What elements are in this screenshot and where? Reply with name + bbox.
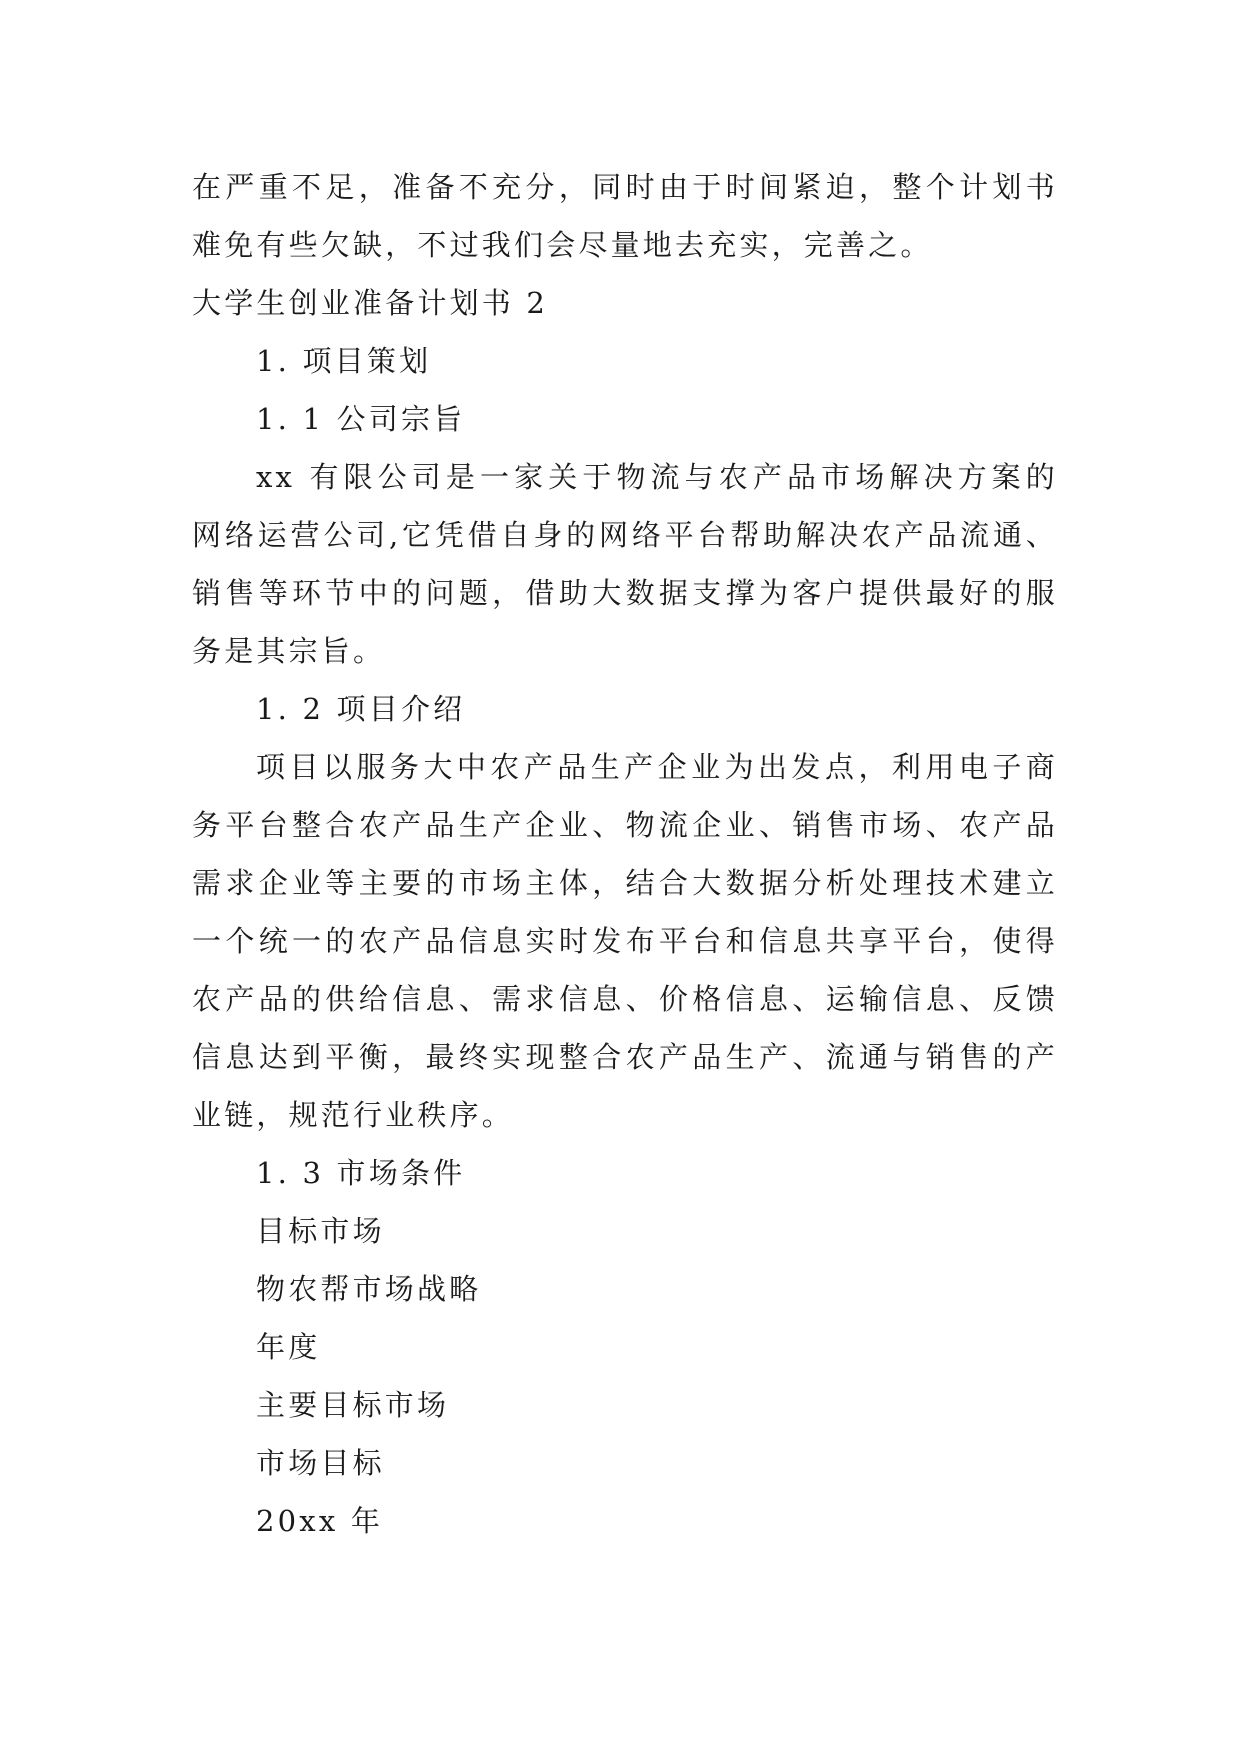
subsection-heading: 1. 1 公司宗旨 xyxy=(256,402,466,436)
paragraph-line: xx 有限公司是一家关于物流与农产品市场解决方案的 xyxy=(256,460,1058,494)
paragraph-line: 业链，规范行业秩序。 xyxy=(192,1098,515,1132)
subsection-heading: 1. 3 市场条件 xyxy=(256,1156,466,1190)
table-cell-text: 目标市场 xyxy=(256,1214,385,1248)
paragraph-line: 项目以服务大中农产品生产企业为出发点，利用电子商 xyxy=(256,750,1058,784)
table-cell-text: 市场目标 xyxy=(256,1446,385,1480)
paragraph-line: 需求企业等主要的市场主体，结合大数据分析处理技术建立 xyxy=(192,866,1058,900)
table-cell-text: 主要目标市场 xyxy=(256,1388,450,1422)
subsection-heading: 1. 项目策划 xyxy=(256,344,432,378)
paragraph-line: 务平台整合农产品生产企业、物流企业、销售市场、农产品 xyxy=(192,808,1058,842)
subsection-heading: 1. 2 项目介绍 xyxy=(256,692,466,726)
paragraph-line: 务是其宗旨。 xyxy=(192,634,386,668)
paragraph-line: 销售等环节中的问题，借助大数据支撑为客户提供最好的服 xyxy=(192,576,1058,610)
table-cell-text: 年度 xyxy=(256,1330,321,1364)
paragraph-line: 网络运营公司,它凭借自身的网络平台帮助解决农产品流通、 xyxy=(192,518,1058,552)
table-cell-text: 物农帮市场战略 xyxy=(256,1272,482,1306)
table-cell-text: 20xx 年 xyxy=(256,1504,384,1538)
paragraph-line: 在严重不足，准备不充分，同时由于时间紧迫，整个计划书 xyxy=(192,170,1058,204)
paragraph-line: 难免有些欠缺，不过我们会尽量地去充实，完善之。 xyxy=(192,228,933,262)
paragraph-line: 信息达到平衡，最终实现整合农产品生产、流通与销售的产 xyxy=(192,1040,1058,1074)
paragraph-line: 一个统一的农产品信息实时发布平台和信息共享平台，使得 xyxy=(192,924,1058,958)
section-heading: 大学生创业准备计划书 2 xyxy=(192,286,549,320)
paragraph-line: 农产品的供给信息、需求信息、价格信息、运输信息、反馈 xyxy=(192,982,1058,1016)
